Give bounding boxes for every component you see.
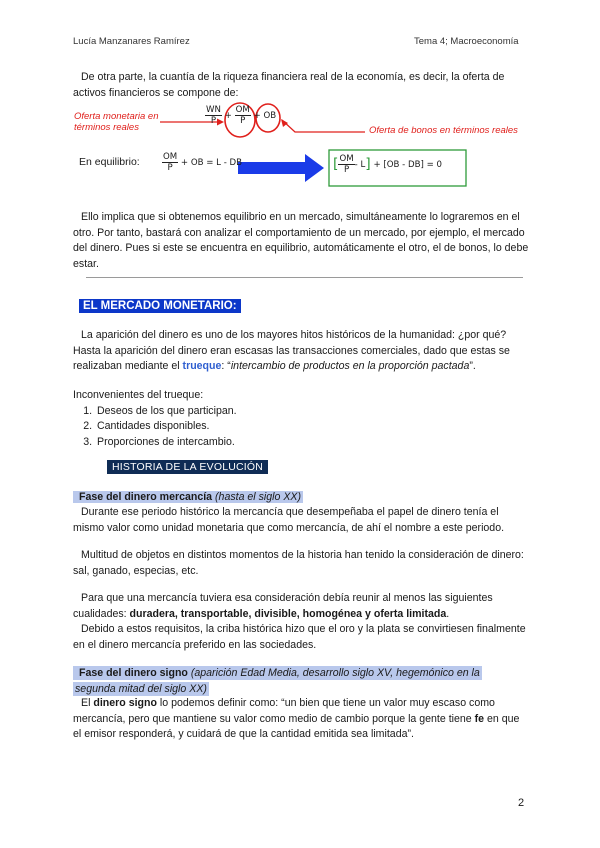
eq1-plus2: + [253, 111, 261, 121]
equation-equilibrium [162, 152, 242, 173]
eq1-wn: WN [206, 105, 221, 115]
eq3-om: OM [339, 154, 354, 164]
commodity-title: Fase del dinero mercancía [79, 491, 213, 503]
sign-keyword-fe: fe [474, 712, 485, 725]
sign-text-c: en que el emisor responderá, y cuidará de que la cantidad emitida sea limitada”. [73, 712, 520, 741]
commodity-title-highlight [73, 491, 303, 503]
commodity-p3-text: Para que una mercancía tuviera esa consideración debía reunir al menos las siguientes cualidades: [73, 592, 493, 620]
eq2-p: P [167, 163, 173, 173]
sign-title-block [73, 665, 529, 697]
money-text-1: La aparición del dinero es uno de los mayores hitos históricos de la humanidad: ¿por qué? Hasta la aparición del dinero eran escasas las transacciones comerciales, dado que estas se realizaban mediante el [73, 329, 510, 373]
header-topic: Tema 4; Macroeconomía [414, 36, 519, 47]
money-paragraph [73, 328, 529, 375]
eq1-plus1: + [224, 111, 232, 121]
eq1-ob: OB [263, 111, 277, 121]
equilibrium-paragraph: Ello implica que si obtenemos equilibrio en un mercado, simultáneamente lo lograremos en el otro. Por tanto, bastará con analizar el comportamiento de un mercado, por ejemplo, el mercado del dinero. Pues si este se encuentra en equilibrio, automáticamente el otro, el de bonos, lo debe estar. [73, 211, 529, 270]
equation-wealth [205, 105, 276, 126]
equation-markets: [ $\frac{OM}{P}$ - L] + [OB - DB] = 0 [333, 154, 442, 175]
page-number: 2 [518, 797, 525, 809]
list-item: 2. Cantidades disponibles. [95, 419, 529, 435]
sign-title-note-1: (aparición Edad Media, desarrollo siglo XV, hegemónico en la [190, 667, 480, 679]
commodity-p1: Durante ese periodo histórico la mercancía que desempeñaba el papel de dinero tenía el mismo valor como unidad monetaria que como mercancía, de ahí el nombre a este periodo. [73, 506, 505, 534]
eq3-minus-l: - L [354, 160, 366, 170]
wealth-diagram [0, 98, 600, 198]
intro-paragraph: De otra parte, la cuantía de la riqueza financiera real de la economía, es decir, la oferta de activos financieros se compone de: [73, 71, 505, 99]
eq1-om: OM [235, 105, 250, 115]
subsection-title: HISTORIA DE LA EVOLUCIÓN [107, 460, 268, 474]
keyword-trueque: trueque [182, 360, 222, 373]
commodity-title-note: (hasta el siglo XX) [215, 491, 301, 503]
barter-list [73, 404, 529, 451]
eq1-p1: P [210, 116, 217, 126]
divider [86, 277, 523, 278]
label-money-supply: Oferta monetaria en términos reales [74, 111, 159, 133]
commodity-p4: Debido a estos requisitos, la criba histórica hizo que el oro y la plata se convirtiesen finalmente en el dinero mercancía preferido en las sociedades. [73, 623, 526, 651]
sign-keyword: dinero signo [93, 697, 157, 709]
barter-title: Inconvenientes del trueque: [73, 389, 204, 401]
sign-title-note-2: segunda mitad del siglo XX) [75, 683, 207, 695]
eq3-rest: + [OB - DB] = 0 [373, 160, 442, 170]
equilibrium-label: En equilibrio: [79, 156, 140, 168]
eq3-p: P [343, 165, 350, 175]
sign-paragraph [73, 696, 529, 743]
commodity-p3 [73, 591, 529, 622]
money-text-3: ”. [469, 360, 476, 373]
label-bond-supply: Oferta de bonos en términos reales [369, 125, 518, 136]
eq2-rest: + OB = L - DB [180, 158, 243, 168]
eq2-om: OM [163, 152, 178, 162]
money-text-2: : “ [221, 360, 231, 373]
list-item: 3. Proporciones de intercambio. [95, 435, 529, 451]
trueque-definition: intercambio de productos en la proporción pactada [230, 360, 470, 373]
eq1-p2: P [240, 116, 246, 126]
header-author: Lucía Manzanares Ramírez [73, 36, 190, 47]
barter-block [73, 388, 529, 450]
commodity-p2: Multitud de objetos en distintos momentos de la historia han tenido la consideración de dinero: sal, ganado, especias, etc. [73, 549, 524, 577]
sign-title-highlight [73, 666, 482, 680]
sign-text-b: lo podemos definir como: “un bien que tiene un valor muy escaso como mercancía, pero que mantiene su valor como medio de cambio porque la gente tiene [73, 697, 495, 725]
commodity-qualities: duradera, transportable, divisible, homogénea y oferta limitada [129, 607, 447, 620]
list-item: 1. Deseos de los que participan. [95, 404, 529, 420]
commodity-p3-end: . [446, 607, 450, 620]
sign-text-a: El [81, 697, 94, 709]
sign-title: Fase del dinero signo [79, 667, 188, 679]
section-title: EL MERCADO MONETARIO: [79, 299, 241, 313]
commodity-title-line [73, 490, 529, 506]
